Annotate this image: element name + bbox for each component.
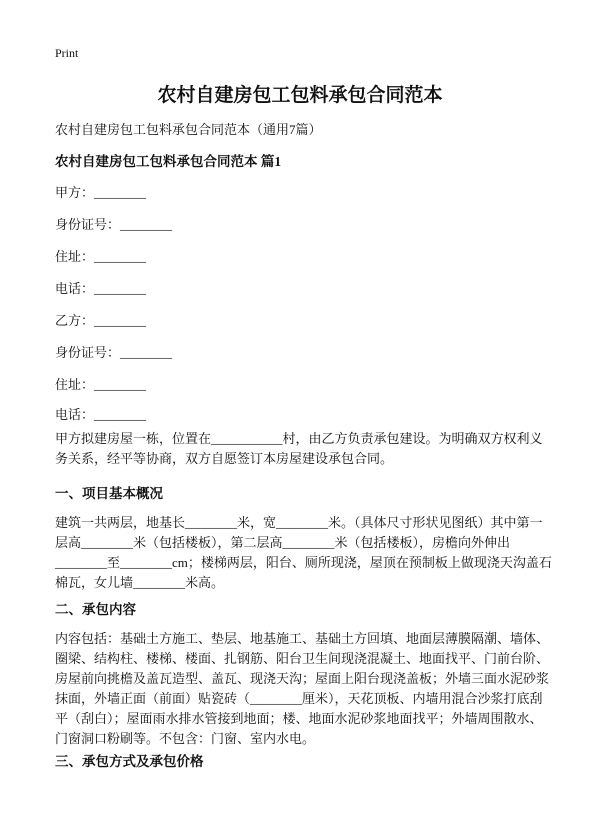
party-a-address-field: 住址：________ xyxy=(55,249,147,264)
party-a-field: 甲方：________ xyxy=(55,185,147,200)
document-title: 农村自建房包工包料承包合同范本 xyxy=(157,85,443,106)
party-a-phone-field: 电话：________ xyxy=(55,281,147,296)
print-link[interactable]: Print xyxy=(55,46,79,60)
party-b-address-field: 住址：________ xyxy=(55,377,147,392)
party-b-id-field: 身份证号：________ xyxy=(55,345,173,360)
section-body: 建筑一共两层，地基长________米，宽________米。（具体尺寸形状见图纸）其中第一层高________米（包括楼板），第二层高________米（包括楼板），房檐向外伸出________至________cm；楼梯两层，阳台、厕所现浇，屋顶在预制板上做现浇天沟盖石棉瓦，女儿墙________米高。 xyxy=(55,515,552,590)
article-heading: 农村自建房包工包料承包合同范本 篇1 xyxy=(55,154,282,169)
section-body: 内容包括：基础土方施工、垫层、地基施工、基础土方回填、地面层薄膜隔潮、墙体、圈梁、结构柱、楼梯、楼面、扎钢筋、阳台卫生间现浇混凝土、地面找平、门前台阶、房屋前向挑檐及盖瓦造型、盖瓦、现浇天沟；屋面上阳台现浇盖板；外墙三面水泥砂浆抹面，外墙正面（前面）贴瓷砖（________厘米），天花顶板、内墙用混合沙浆打底刮平（刮白）；屋面雨水排水管接到地面；楼、地面水泥砂浆地面找平；外墙周围散水、门窗洞口粉刷等。不包含：门窗、室内水电。 xyxy=(55,631,550,746)
party-b-field: 乙方：________ xyxy=(55,313,147,328)
document-subtitle: 农村自建房包工包料承包合同范本（通用7篇） xyxy=(55,122,322,137)
section-heading: 二、承包内容 xyxy=(55,602,136,617)
intro-paragraph: 甲方拟建房屋一栋，位置在___________村，由乙方负责承包建设。为明确双方权利义务关系，经平等协商，双方自愿签订本房屋建设承包合同。 xyxy=(55,431,543,466)
section-heading: 一、项目基本概况 xyxy=(55,486,163,501)
party-a-id-field: 身份证号：________ xyxy=(55,217,173,232)
party-b-phone-field: 电话：________ xyxy=(55,407,147,422)
section-heading: 三、承包方式及承包价格 xyxy=(55,754,204,769)
